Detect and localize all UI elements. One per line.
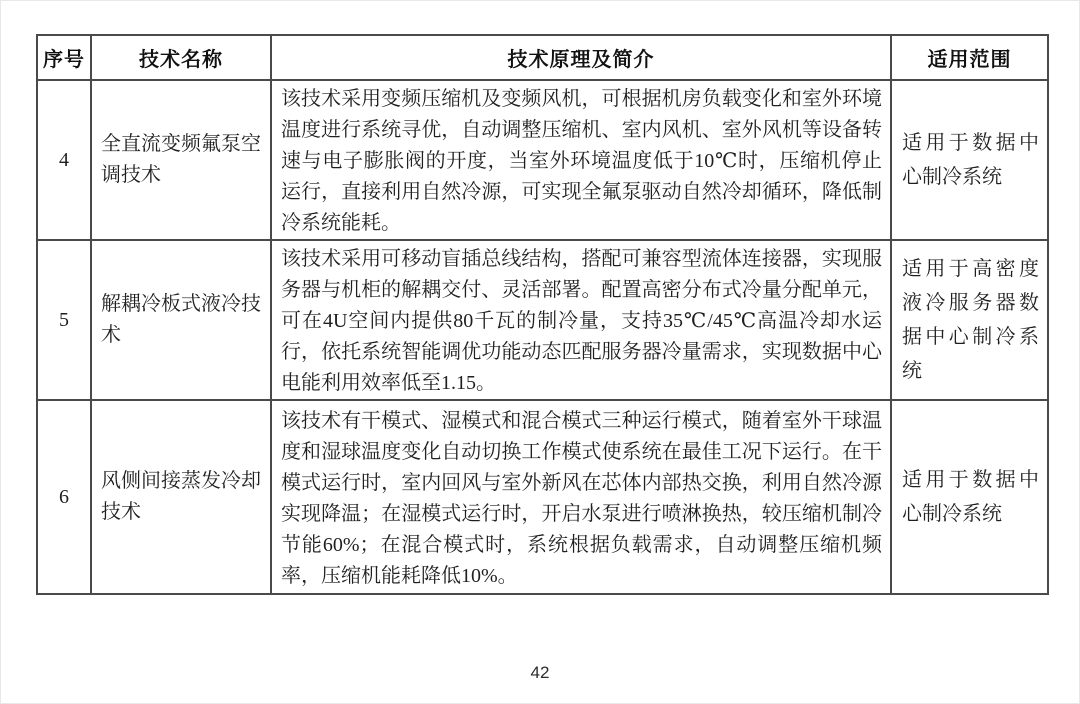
technology-table xyxy=(36,34,1049,595)
table-row xyxy=(37,240,1048,400)
page-number: 42 xyxy=(530,663,550,682)
tech-name-cell: 风侧间接蒸发冷却技术 xyxy=(91,400,271,594)
tech-description-cell: 该技术采用变频压缩机及变频风机，可根据机房负载变化和室外环境温度进行系统寻优，自动调整压缩机、室内风机、室外风机等设备转速与电子膨胀阀的开度，当室外环境温度低于10℃时，压缩机停止运行，直接利用自然冷源，可实现全氟泵驱动自然冷却循环，降低制冷系统能耗。 xyxy=(271,80,891,240)
tech-description-cell: 该技术采用可移动盲插总线结构，搭配可兼容型流体连接器，实现服务器与机柜的解耦交付、灵活部署。配置高密分布式冷量分配单元，可在4U空间内提供80千瓦的制冷量，支持35℃/45℃高温冷却水运行，依托系统智能调优功能动态匹配服务器冷量需求，实现数据中心电能利用效率低至1.15。 xyxy=(271,240,891,400)
tech-description-cell: 该技术有干模式、湿模式和混合模式三种运行模式，随着室外干球温度和湿球温度变化自动切换工作模式使系统在最佳工况下运行。在干模式运行时，室内回风与室外新风在芯体内部热交换，利用自然冷源实现降温；在湿模式运行时，开启水泵进行喷淋换热，较压缩机制冷节能60%；在混合模式时，系统根据负载需求，自动调整压缩机频率，压缩机能耗降低10%。 xyxy=(271,400,891,594)
scope-cell: 适用于数据中心制冷系统 xyxy=(891,400,1048,594)
column-header-scope: 适用范围 xyxy=(891,35,1048,80)
row-number-cell: 4 xyxy=(37,80,91,240)
table-row xyxy=(37,400,1048,594)
tech-name-cell: 解耦冷板式液冷技术 xyxy=(91,240,271,400)
scope-cell: 适用于高密度液冷服务器数据中心制冷系统 xyxy=(891,240,1048,400)
row-number-cell: 5 xyxy=(37,240,91,400)
table-row xyxy=(37,80,1048,240)
scope-cell: 适用于数据中心制冷系统 xyxy=(891,80,1048,240)
tech-name-cell: 全直流变频氟泵空调技术 xyxy=(91,80,271,240)
column-header-tech-name: 技术名称 xyxy=(91,35,271,80)
column-header-description: 技术原理及简介 xyxy=(271,35,891,80)
column-header-index: 序号 xyxy=(37,35,91,80)
row-number-cell: 6 xyxy=(37,400,91,594)
header-row xyxy=(37,35,1048,80)
